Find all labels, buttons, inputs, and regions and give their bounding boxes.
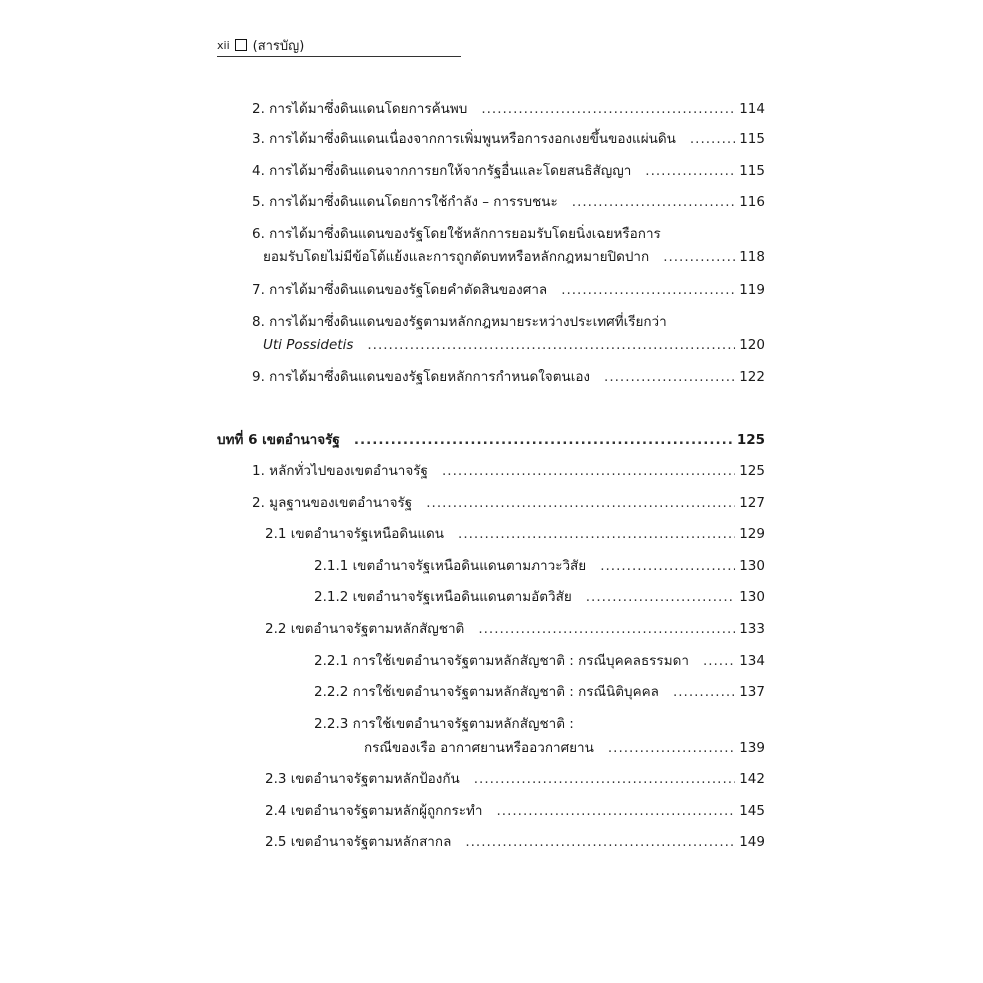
toc-entry-title: 7. การได้มาซึ่งดินแดนของรัฐโดยคำตัดสินของศาล (252, 282, 548, 298)
toc-entry-title: 9. การได้มาซึ่งดินแดนของรัฐโดยหลักการกำหนดใจตนเอง (252, 369, 591, 385)
checkbox-square-icon (235, 39, 247, 51)
toc-entry-title: 2. การได้มาซึ่งดินแดนโดยการค้นพบ (252, 101, 468, 117)
page-header (217, 34, 461, 57)
toc-entry-page: 130 (739, 589, 765, 605)
toc-entry-title: 2.2 เขตอำนาจรัฐตามหลักสัญชาติ (265, 621, 465, 637)
toc-entry (364, 737, 765, 759)
toc-entry-page: 119 (739, 282, 765, 298)
dot-leader (458, 523, 735, 545)
toc-entry-title: 2.1.2 เขตอำนาจรัฐเหนือดินแดนตามอัตวิสัย (314, 589, 572, 605)
toc-entry-page: 127 (739, 495, 765, 511)
toc-entry-title: กรณีของเรือ อากาศยานหรืออวกาศยาน (364, 740, 594, 756)
toc-entry (314, 650, 765, 672)
dot-leader (703, 650, 735, 672)
toc-entry (314, 586, 765, 608)
toc-entry-title: 2.1.1 เขตอำนาจรัฐเหนือดินแดนตามภาวะวิสัย (314, 558, 587, 574)
dot-leader (561, 279, 735, 301)
toc-entry-page: 125 (736, 432, 765, 448)
toc-entry (263, 334, 765, 356)
toc-entry-title: 2.1 เขตอำนาจรัฐเหนือดินแดน (265, 526, 445, 542)
dot-leader (604, 366, 735, 388)
toc-entry-page: 142 (739, 771, 765, 787)
dot-leader (442, 460, 735, 482)
dot-leader (663, 246, 735, 268)
dot-leader (690, 128, 735, 150)
toc-entry (263, 246, 765, 268)
toc-entry-page: 134 (739, 653, 765, 669)
toc-entry-page: 115 (739, 131, 765, 147)
toc-entry (252, 98, 765, 120)
page-number-roman: xii (217, 38, 230, 52)
toc-entry (314, 555, 765, 577)
toc-entry-page: 114 (739, 101, 765, 117)
toc-entry-page: 129 (739, 526, 765, 542)
toc-entry-title: 2.3 เขตอำนาจรัฐตามหลักป้องกัน (265, 771, 460, 787)
toc-entry-page: 145 (739, 803, 765, 819)
dot-leader (608, 737, 735, 759)
dot-leader (465, 831, 735, 853)
dot-leader (645, 160, 735, 182)
dot-leader (474, 768, 735, 790)
toc-entry-title: 4. การได้มาซึ่งดินแดนจากการยกให้จากรัฐอื่นและโดยสนธิสัญญา (252, 163, 632, 179)
toc-entry (252, 128, 765, 150)
dot-leader (586, 586, 735, 608)
toc-entry-page: 115 (739, 163, 765, 179)
toc-entry (265, 831, 765, 853)
toc-entry (252, 279, 765, 301)
toc-entry-page: 139 (739, 740, 765, 756)
toc-entry-title: 1. หลักทั่วไปของเขตอำนาจรัฐ (252, 463, 429, 479)
section-title: (สารบัญ) (252, 38, 305, 54)
toc-entry-title: 2.5 เขตอำนาจรัฐตามหลักสากล (265, 834, 452, 850)
toc-entry-title-line1: 6. การได้มาซึ่งดินแดนของรัฐโดยใช้หลักการยอมรับโดยนิ่งเฉยหรือการ (252, 226, 661, 242)
toc-entry (265, 523, 765, 545)
dot-leader (354, 429, 733, 451)
toc-entry-title: 2.4 เขตอำนาจรัฐตามหลักผู้ถูกกระทำ (265, 803, 483, 819)
toc-entry-page: 118 (739, 249, 765, 265)
toc-entry-page: 125 (739, 463, 765, 479)
toc-entry-page: 116 (739, 194, 765, 210)
toc-entry-page: 122 (739, 369, 765, 385)
toc-entry-page: 130 (739, 558, 765, 574)
toc-entry (314, 681, 765, 703)
toc-entry-title: 2.2.2 การใช้เขตอำนาจรัฐตามหลักสัญชาติ : กรณีนิติบุคคล (314, 684, 659, 700)
toc-entry-page: 137 (739, 684, 765, 700)
toc-entry-title: ยอมรับโดยไม่มีข้อโต้แย้งและการถูกตัดบทหรือหลักกฎหมายปิดปาก (263, 249, 650, 265)
toc-entry-page: 120 (739, 337, 765, 353)
toc-entry-title-line1: 2.2.3 การใช้เขตอำนาจรัฐตามหลักสัญชาติ : (314, 716, 574, 732)
toc-entry-title: 2. มูลฐานของเขตอำนาจรัฐ (252, 495, 413, 511)
toc-entry-title: 3. การได้มาซึ่งดินแดนเนื่องจากการเพิ่มพูนหรือการงอกเงยขึ้นของแผ่นดิน (252, 131, 676, 147)
toc-entry (252, 492, 765, 514)
toc-entry (252, 366, 765, 388)
toc-entry (265, 800, 765, 822)
toc-entry (252, 160, 765, 182)
dot-leader (673, 681, 735, 703)
dot-leader (426, 492, 735, 514)
toc-entry (252, 191, 765, 213)
toc-entry (265, 768, 765, 790)
toc-entry (265, 618, 765, 640)
toc-entry-page: 149 (739, 834, 765, 850)
dot-leader (496, 800, 735, 822)
toc-entry-title: 2.2.1 การใช้เขตอำนาจรัฐตามหลักสัญชาติ : กรณีบุคคลธรรมดา (314, 653, 689, 669)
toc-chapter-entry (217, 429, 765, 451)
chapter-title: บทที่ 6 เขตอำนาจรัฐ (217, 432, 340, 448)
toc-entry-title: 5. การได้มาซึ่งดินแดนโดยการใช้กำลัง – การรบชนะ (252, 194, 558, 210)
toc-entry (252, 460, 765, 482)
toc-entry-page: 133 (739, 621, 765, 637)
dot-leader (481, 98, 735, 120)
dot-leader (572, 191, 735, 213)
dot-leader (367, 334, 735, 356)
dot-leader (478, 618, 735, 640)
toc-entry-title-line1: 8. การได้มาซึ่งดินแดนของรัฐตามหลักกฎหมายระหว่างประเทศที่เรียกว่า (252, 314, 667, 330)
dot-leader (600, 555, 735, 577)
toc-entry-title: Uti Possidetis (263, 337, 354, 353)
